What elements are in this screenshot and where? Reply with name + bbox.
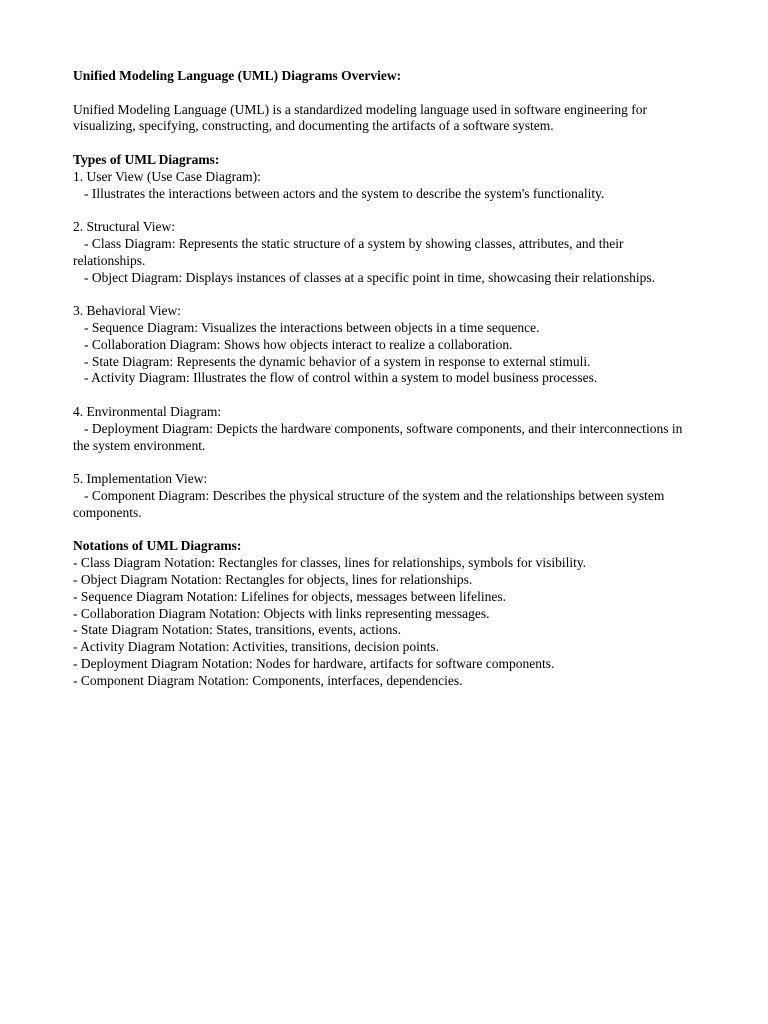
section-item: - Class Diagram: Represents the static structure of a system by showing classes, attributes, and their relationships. xyxy=(73,235,624,268)
notation-item: - Activity Diagram Notation: Activities, transitions, decision points. xyxy=(73,639,439,655)
section-implementation-view xyxy=(73,471,693,521)
section-item: - Collaboration Diagram: Shows how objects interact to realize a collaboration. xyxy=(84,336,513,352)
notation-item: - Component Diagram Notation: Components, interfaces, dependencies. xyxy=(73,672,463,688)
section-item: - Component Diagram: Describes the physical structure of the system and the relationships between system components. xyxy=(73,487,665,520)
spacer xyxy=(73,387,693,404)
notation-item: - Object Diagram Notation: Rectangles for objects, lines for relationships. xyxy=(73,571,473,587)
notation-item: - Deployment Diagram Notation: Nodes for hardware, artifacts for software components. xyxy=(73,655,555,671)
notation-item: - Sequence Diagram Notation: Lifelines for objects, messages between lifelines. xyxy=(73,588,506,604)
spacer xyxy=(73,85,693,102)
section-title: 2. Structural View: xyxy=(73,219,176,235)
notation-item: - State Diagram Notation: States, transitions, events, actions. xyxy=(73,622,402,638)
notation-item: - Class Diagram Notation: Rectangles for classes, lines for relationships, symbols for visibility. xyxy=(73,555,587,571)
section-title: 3. Behavioral View: xyxy=(73,303,182,319)
section-item: - Deployment Diagram: Depicts the hardware components, software components, and their interconnections in the system environment. xyxy=(73,420,683,453)
spacer xyxy=(73,454,693,471)
section-user-view xyxy=(73,169,693,203)
document-page xyxy=(73,68,693,689)
notations-list xyxy=(73,555,693,689)
notations-heading: Notations of UML Diagrams: xyxy=(73,538,242,554)
section-title: 1. User View (Use Case Diagram): xyxy=(73,168,261,184)
document-title: Unified Modeling Language (UML) Diagrams Overview: xyxy=(73,68,402,83)
spacer xyxy=(73,202,693,219)
types-heading: Types of UML Diagrams: xyxy=(73,151,220,167)
section-behavioral-view xyxy=(73,303,693,387)
spacer xyxy=(73,286,693,303)
spacer xyxy=(73,135,693,152)
intro-paragraph: Unified Modeling Language (UML) is a standardized modeling language used in software engineering for visualizing, specifying, constructing, and documenting the artifacts of a software system. xyxy=(73,101,647,134)
section-item: - Activity Diagram: Illustrates the flow of control within a system to model business processes. xyxy=(84,370,598,386)
section-environmental-diagram xyxy=(73,404,693,454)
section-item: - Sequence Diagram: Visualizes the interactions between objects in a time sequence. xyxy=(84,319,540,335)
notation-item: - Collaboration Diagram Notation: Objects with links representing messages. xyxy=(73,605,490,621)
section-structural-view xyxy=(73,219,693,286)
section-item: - Object Diagram: Displays instances of classes at a specific point in time, showcasing their relationships. xyxy=(84,269,655,285)
spacer xyxy=(73,522,693,539)
section-item: - State Diagram: Represents the dynamic behavior of a system in response to external stimuli. xyxy=(84,353,591,369)
section-title: 4. Environmental Diagram: xyxy=(73,403,222,419)
section-item: - Illustrates the interactions between actors and the system to describe the system's functionality. xyxy=(84,185,605,201)
section-title: 5. Implementation View: xyxy=(73,471,208,487)
